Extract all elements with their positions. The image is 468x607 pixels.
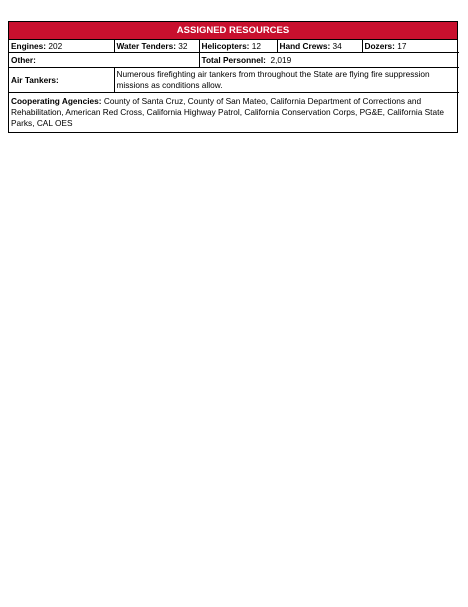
resource-counts-row [9,40,459,53]
total-personnel-label: Total Personnel: [201,54,266,65]
total-personnel-cell [199,53,459,68]
helicopters-value: 12 [251,40,261,51]
hand-crews-label: Hand Crews: [279,40,331,51]
helicopters-cell [199,40,277,53]
dozers-value: 17 [397,40,407,51]
cooperating-agencies-cell [9,93,459,133]
section-title: ASSIGNED RESOURCES [9,22,457,40]
helicopters-label: Helicopters: [201,40,250,51]
other-label: Other: [11,54,36,65]
engines-label: Engines: [11,40,47,51]
air-tankers-label: Air Tankers: [9,68,114,93]
other-cell [9,53,199,68]
hand-crews-value: 34 [332,40,342,51]
cooperating-agencies-row [9,93,459,133]
cooperating-agencies-value: County of Santa Cruz, County of San Mateo, California Department of Corrections and Rehabilitation, American Red Cross, California Highway Patrol, California Conservation Corps, PG&E, California State Parks, CAL OES [11,96,445,128]
resources-grid [9,40,459,132]
air-tankers-row [9,68,459,93]
assigned-resources-table [8,21,458,133]
other-personnel-row [9,53,459,68]
air-tankers-value: Numerous firefighting air tankers from throughout the State are flying fire suppression missions as conditions allow. [114,68,459,93]
hand-crews-cell [277,40,362,53]
water-tenders-label: Water Tenders: [116,40,176,51]
total-personnel-value: 2,019 [270,54,292,65]
water-tenders-cell [114,40,199,53]
dozers-cell [362,40,459,53]
dozers-label: Dozers: [364,40,395,51]
water-tenders-value: 32 [178,40,188,51]
cooperating-agencies-label: Cooperating Agencies: [11,96,102,106]
engines-cell [9,40,114,53]
engines-value: 202 [48,40,63,51]
